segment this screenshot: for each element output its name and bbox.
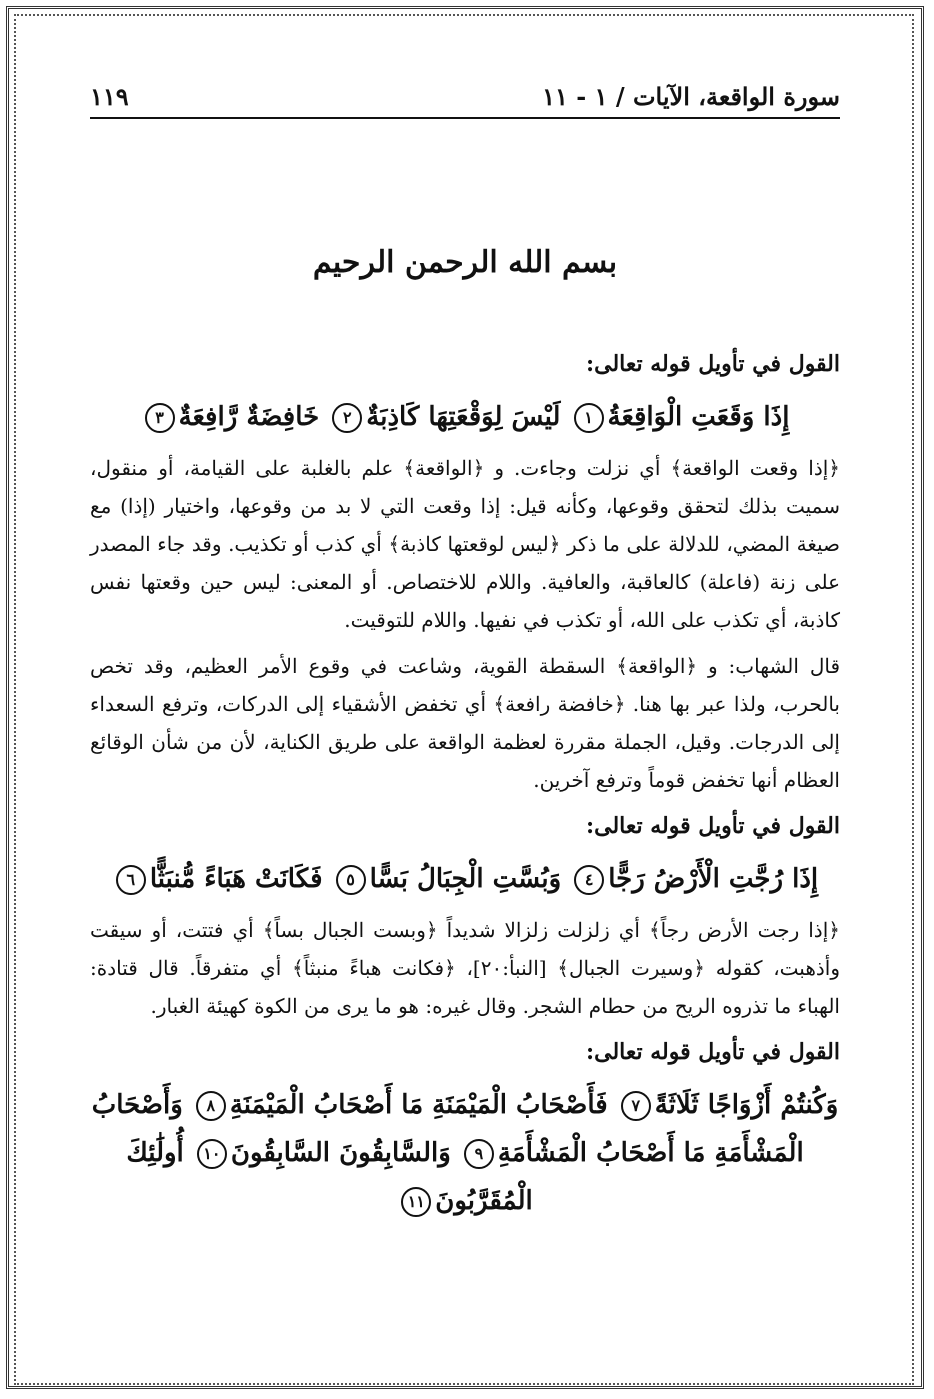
verse-number: ٧ <box>621 1091 651 1121</box>
book-page <box>90 65 840 1365</box>
verse-number: ٥ <box>336 865 366 895</box>
verse-text: فَأَصْحَابُ الْمَيْمَنَةِ مَا أَصْحَابُ الْمَيْمَنَةِ <box>229 1090 608 1120</box>
verse-number: ٨ <box>196 1091 226 1121</box>
verse-number: ٤ <box>574 865 604 895</box>
page-header <box>90 75 840 119</box>
page-content <box>90 345 840 1233</box>
verse-number: ١ <box>574 403 604 433</box>
verse-text: وَكُنتُمْ أَزْوَاجًا ثَلَاثَةً <box>654 1090 839 1120</box>
quran-verse <box>90 855 840 903</box>
verse-text: لَيْسَ لِوَقْعَتِهَا كَاذِبَةٌ <box>366 402 561 432</box>
verse-number: ٦ <box>116 865 146 895</box>
verse-text: فَكَانَتْ هَبَاءً مُّنبَثًّا <box>149 864 323 894</box>
verse-text: إِذَا وَقَعَتِ الْوَاقِعَةُ <box>607 402 790 432</box>
quran-verse <box>90 393 840 441</box>
verse-text: وَأَصْحَابُ الْمَشْأَمَةِ مَا أَصْحَابُ الْمَشْأَمَةِ <box>91 1090 804 1168</box>
verse-number: ٢ <box>332 403 362 433</box>
verse-text: وَالسَّابِقُونَ السَّابِقُونَ <box>230 1138 451 1168</box>
verse-number: ٩ <box>464 1139 494 1169</box>
verse-text: أُولَٰئِكَ الْمُقَرَّبُونَ <box>126 1138 533 1216</box>
verse-number: ٣ <box>145 403 175 433</box>
verse-number: ١١ <box>401 1187 431 1217</box>
section-heading: القول في تأويل قوله تعالى: <box>586 813 840 839</box>
commentary-paragraph: قال الشهاب: و ﴿الواقعة﴾ السقطة القوية، وشاعت في وقوع الأمر العظيم، وقد تخص بالحرب، ولذا عبر بها هنا. ﴿خافضة رافعة﴾ أي تخفض الأشقياء إلى الدركات، وترفع السعداء إلى الدرجات. وقيل، الجملة مقررة لعظمة الواقعة على طريق الكناية، لأن من شأن الوقائع العظام أنها تخفض قوماً وترفع آخرين. <box>90 654 840 792</box>
section-heading: القول في تأويل قوله تعالى: <box>586 1039 840 1065</box>
section-heading: القول في تأويل قوله تعالى: <box>586 351 840 377</box>
verse-number: ١٠ <box>197 1139 227 1169</box>
commentary-paragraph: ﴿إذا وقعت الواقعة﴾ أي نزلت وجاءت. و ﴿الواقعة﴾ علم بالغلبة على القيامة، أو منقول، سميت بذلك لتحقق وقوعها، وكأنه قيل: إذا وقعت التي لا بد من وقوعها، واختيار (إذا) مع صيغة المضي، للدلالة على ما ذكر ﴿ليس لوقعتها كاذبة﴾ أي كذب أو تكذيب. وقد جاء المصدر على زنة (فاعلة) كالعاقبة، والعافية. واللام للاختصاص. أو المعنى: ليس حين وقعتها نفس كاذبة، أي تكذب على الله، أو تكذب في نفيها. واللام للتوقيت. <box>90 456 841 632</box>
page-number: ١١٩ <box>90 82 129 111</box>
verse-text: خَافِضَةٌ رَّافِعَةٌ <box>178 402 320 432</box>
basmala: بسم الله الرحمن الرحيم <box>312 245 618 280</box>
running-title: سورة الواقعة، الآيات / ١ - ١١ <box>542 82 840 111</box>
verse-text: وَبُسَّتِ الْجِبَالُ بَسًّا <box>369 864 562 894</box>
quran-verse <box>90 1081 840 1225</box>
commentary-paragraph: ﴿إذا رجت الأرض رجاً﴾ أي زلزلت زلزالا شديداً ﴿وبست الجبال بساً﴾ أي فتتت، أو سيقت وأذهبت، كقوله ﴿وسيرت الجبال﴾ [النبأ:٢٠]، ﴿فكانت هباءً منبثاً﴾ أي متفرقاً. قال قتادة: الهباء ما تذروه الريح من حطام الشجر. وقال غيره: هو ما يرى من الكوة كهيئة الغبار. <box>90 918 840 1018</box>
verse-text: إِذَا رُجَّتِ الْأَرْضُ رَجًّا <box>608 864 819 894</box>
